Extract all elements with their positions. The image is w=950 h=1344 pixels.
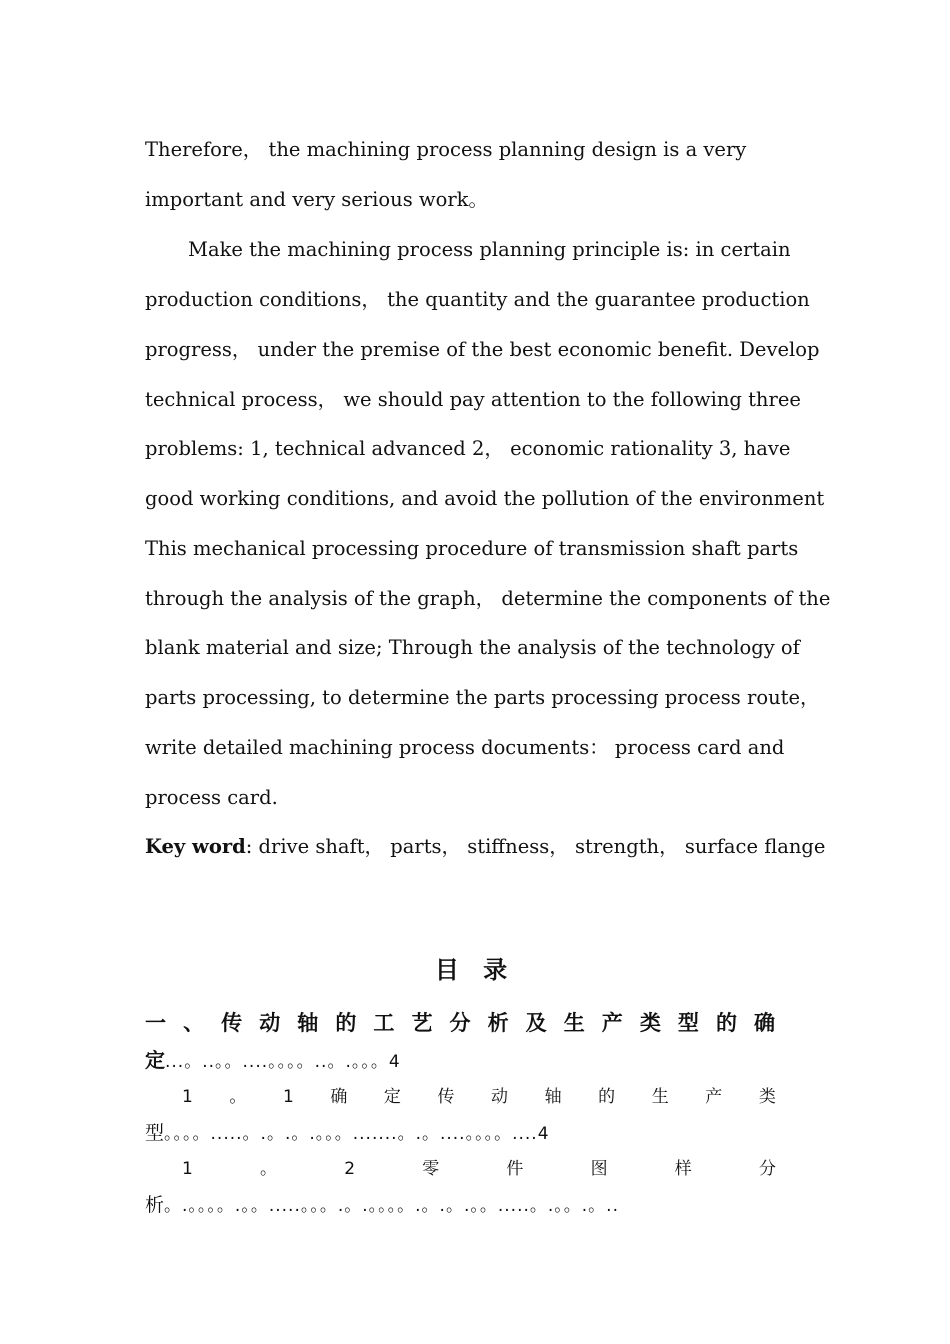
toc-entry-1-char: 一 <box>145 1011 166 1035</box>
abstract-line-10: through the analysis of the graph， determine the components of the <box>145 587 831 610</box>
abstract-line-6: technical process， we should pay attention to the following three <box>145 388 801 411</box>
toc-entry-1-char: 艺 <box>411 1011 433 1035</box>
keywords-line <box>145 835 825 859</box>
toc-entry-1-char: 型 <box>677 1011 699 1035</box>
toc-entry-2-char: 轴 <box>544 1087 562 1107</box>
abstract-line-11: blank material and size; Through the analysis of the technology of <box>145 636 800 659</box>
toc-entry-2-char: 传 <box>437 1087 455 1107</box>
toc-entry-2-char: 1 <box>182 1087 193 1107</box>
toc-entry-1-char: 类 <box>639 1011 661 1035</box>
toc-entry-1-heading[interactable] <box>145 1010 775 1036</box>
toc-entry-1-char: 确 <box>754 1011 775 1035</box>
abstract-line-5: progress， under the premise of the best economic benefit. Develop <box>145 338 820 361</box>
toc-entry-2-dots: 。。。。.....。.。.。.。。。.......。.。....。。。。.... <box>164 1124 538 1144</box>
toc-entry-1-page: 4 <box>388 1052 400 1072</box>
toc-entry-2-lead: 型 <box>145 1122 165 1144</box>
toc-entry-2-char: 。 <box>229 1087 247 1107</box>
toc-entry-2-char: 产 <box>705 1087 723 1107</box>
toc-entry-1-lead: 定 <box>145 1048 165 1072</box>
toc-entry-1-char: 、 <box>183 1011 205 1035</box>
toc-entry-3-char: 1 <box>182 1159 193 1179</box>
toc-entry-2-char: 1 <box>282 1087 294 1107</box>
toc-entry-1-dots: ...。..。。....。。。。..。.。。。 <box>165 1052 389 1072</box>
toc-entry-3-char: 零 <box>422 1159 440 1179</box>
toc-entry-3-char: 2 <box>344 1159 356 1179</box>
abstract-line-2: important and very serious work。 <box>145 188 488 211</box>
abstract-line-7: problems: 1, technical advanced 2， economic rationality 3, have <box>145 437 791 460</box>
toc-entry-2-char: 动 <box>491 1087 509 1107</box>
abstract-line-9: This mechanical processing procedure of transmission shaft parts <box>145 537 799 560</box>
toc-title: 目 录 <box>434 956 516 984</box>
abstract-line-14: process card. <box>145 786 278 809</box>
toc-entry-3-char: 件 <box>506 1159 524 1179</box>
toc-entry-1-char: 分 <box>449 1011 471 1035</box>
toc-entry-2-page: 4 <box>537 1124 549 1144</box>
toc-entry-1-char: 动 <box>259 1011 281 1035</box>
toc-entry-1-char: 生 <box>563 1011 585 1035</box>
toc-entry-1-char: 及 <box>525 1011 547 1035</box>
toc-entry-1-char: 的 <box>715 1011 737 1035</box>
toc-entry-3-char: 分 <box>758 1159 776 1179</box>
toc-entry-1-char: 的 <box>335 1011 357 1035</box>
toc-entry-2-char: 的 <box>598 1087 616 1107</box>
toc-entry-2-char: 生 <box>651 1087 669 1107</box>
abstract-line-3: Make the machining process planning principle is: in certain <box>188 238 791 261</box>
abstract-line-13: write detailed machining process documents： process card and <box>145 736 785 759</box>
keywords-text: : drive shaft， parts， stiffness， strength， surface flange <box>245 835 826 858</box>
abstract-line-8: good working conditions, and avoid the pollution of the environment <box>145 487 825 510</box>
toc-entry-2-heading[interactable] <box>182 1084 776 1110</box>
toc-entry-3-lead: 析 <box>145 1194 165 1216</box>
abstract-line-1: Therefore， the machining process planning design is a very <box>145 138 747 161</box>
toc-entry-3-char: 样 <box>674 1159 692 1179</box>
toc-entry-1-continuation[interactable] <box>145 1048 400 1074</box>
toc-entry-2-continuation[interactable] <box>145 1121 549 1146</box>
toc-entry-2-char: 确 <box>330 1087 348 1107</box>
toc-entry-3-char: 。 <box>260 1159 278 1179</box>
toc-entry-2-char: 类 <box>758 1087 776 1107</box>
toc-entry-3-dots: 。.。。。。.。。.....。。。.。.。。。。.。.。.。。.....。.。。.。.. <box>164 1196 619 1216</box>
toc-entry-1-char: 工 <box>373 1011 395 1035</box>
toc-entry-3-char: 图 <box>590 1159 608 1179</box>
toc-entry-3-continuation[interactable] <box>145 1193 619 1218</box>
abstract-line-12: parts processing, to determine the parts processing process route， <box>145 686 820 709</box>
toc-entry-1-char: 轴 <box>297 1011 319 1035</box>
toc-entry-3-heading[interactable] <box>182 1156 776 1182</box>
toc-entry-1-char: 析 <box>487 1011 509 1035</box>
toc-entry-1-char: 产 <box>601 1011 623 1035</box>
abstract-line-4: production conditions， the quantity and the guarantee production <box>145 288 810 311</box>
toc-entry-2-char: 定 <box>383 1087 401 1107</box>
toc-entry-1-char: 传 <box>221 1011 243 1035</box>
keywords-label: Key word <box>145 835 246 858</box>
